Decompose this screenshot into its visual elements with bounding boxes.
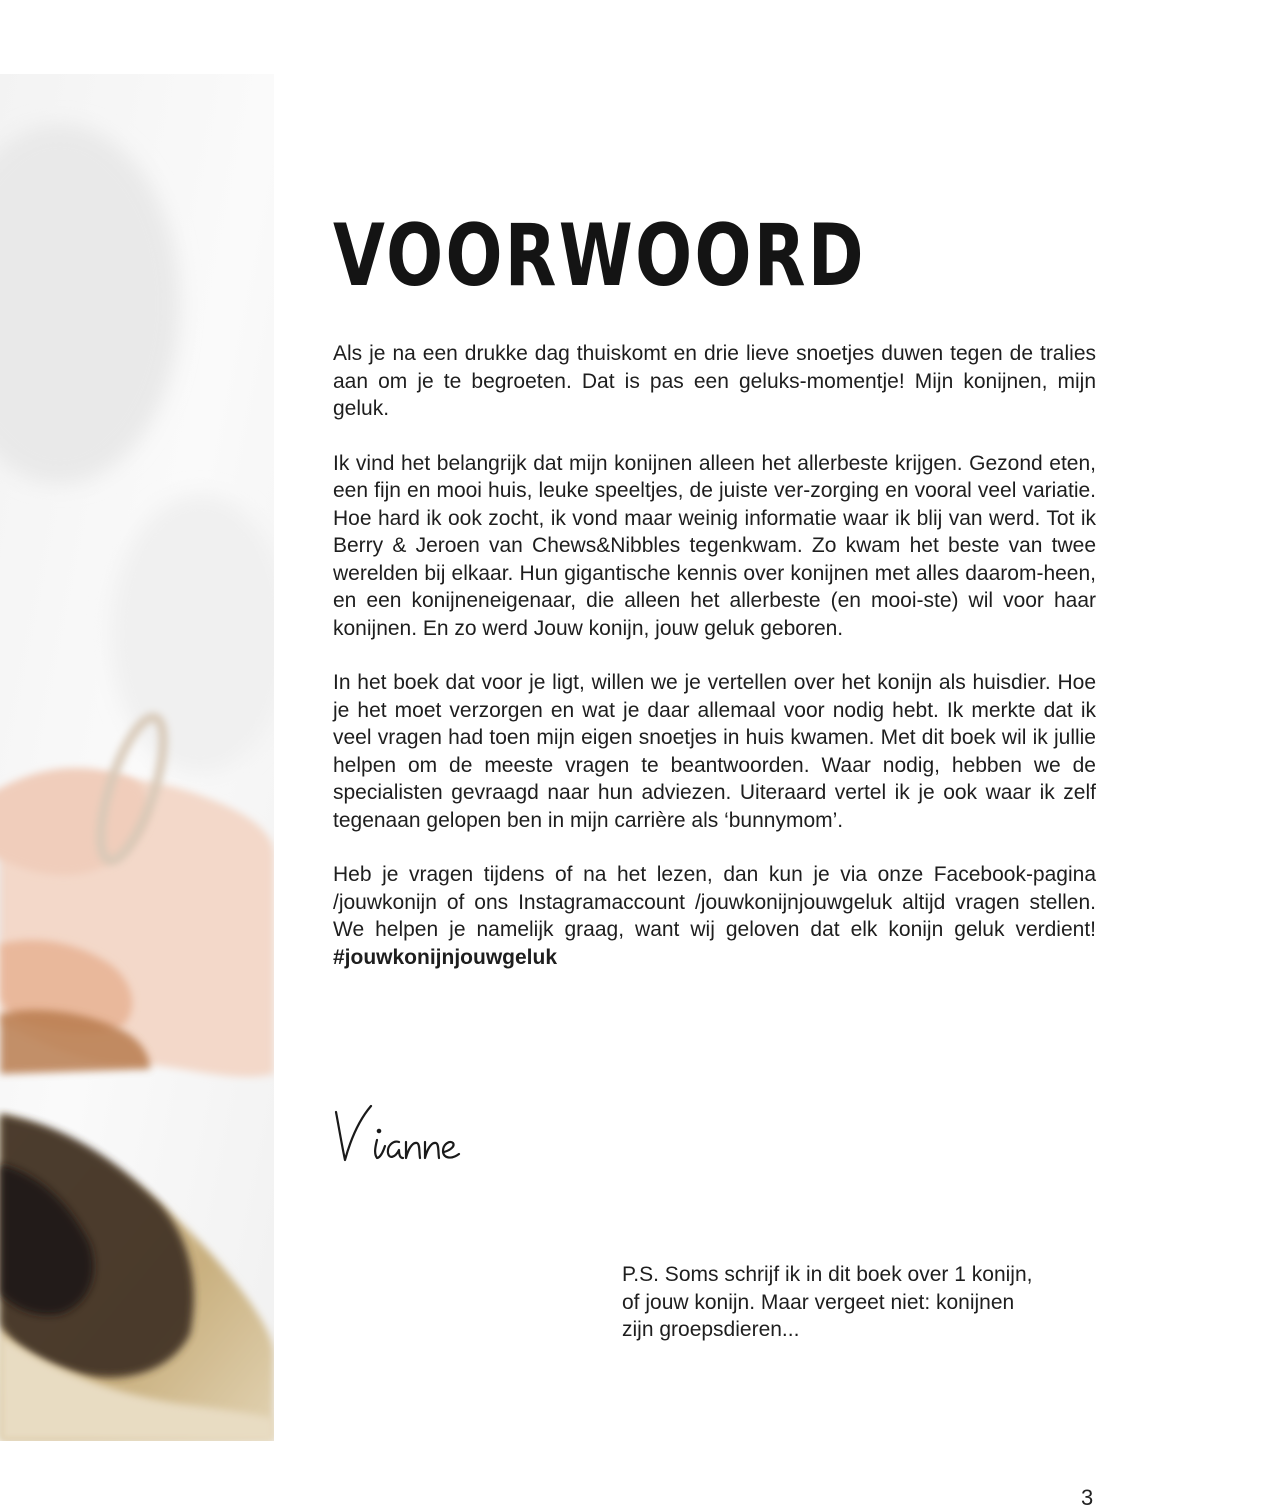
hand-petting-rabbit-photo: [0, 74, 274, 1441]
paragraph-contact: [333, 861, 1096, 971]
page-number: 3: [1081, 1485, 1094, 1510]
postscript-line: of jouw konijn. Maar vergeet niet: konijnen: [622, 1290, 1015, 1314]
paragraph: Als je na een drukke dag thuiskomt en drie lieve snoetjes duwen tegen de tralies aan om je te begroeten. Dat is pas een geluks-momentje! Mijn konijnen, mijn geluk.: [333, 342, 1096, 420]
page-title: VOORWOORD: [333, 206, 866, 306]
postscript: [622, 1261, 1097, 1344]
signature: [333, 1098, 473, 1168]
foreword-body: [333, 340, 1096, 998]
hashtag: #jouwkonijnjouwgeluk: [333, 945, 558, 969]
postscript-line: P.S. Soms schrijf ik in dit boek over 1 konijn,: [622, 1263, 1033, 1286]
postscript-line: zijn groepsdieren...: [622, 1318, 800, 1341]
paragraph: Ik vind het belangrijk dat mijn konijnen alleen het allerbeste krijgen. Gezond eten, een fijn en mooi huis, leuke speeltjes, de juiste ver-zorging en vooral veel variatie. Hoe hard ik ook zocht, ik vond maar weinig informatie waar ik blij van werd. Tot ik Berry & Jeroen van Chews&Nibbles tegenkwam. Zo kwam het beste van twee werelden bij elkaar. Hun gigantische kennis over konijnen met alles daarom-heen, en een konijneneigenaar, die alleen het allerbeste (en mooi-ste) wil voor haar konijnen. En zo werd Jouw konijn, jouw geluk geboren.: [333, 451, 1096, 640]
contact-text: Heb je vragen tijdens of na het lezen, dan kun je via onze Facebook-pagina /jouwkonijn of ons Instagramaccount /jouwkonijnjouwgeluk altijd vragen stellen. We helpen je namelijk graag, want wij geloven dat elk konijn geluk verdient!: [333, 863, 1096, 941]
signature-drawing: [333, 1098, 473, 1168]
paragraph: In het boek dat voor je ligt, willen we je vertellen over het konijn als huisdier. Hoe je het moet verzorgen en wat je daar allemaal voor nodig hebt. Ik merkte dat ik veel vragen had toen mijn eigen snoetjes in huis kwamen. Met dit boek wil ik jullie helpen om de meeste vragen te beantwoorden. Waar nodig, hebben we de specialisten gevraagd naar hun adviezen. Uiteraard vertel ik je ook waar ik zelf tegenaan gelopen ben in mijn carrière als ‘bunnymom’.: [333, 671, 1096, 832]
